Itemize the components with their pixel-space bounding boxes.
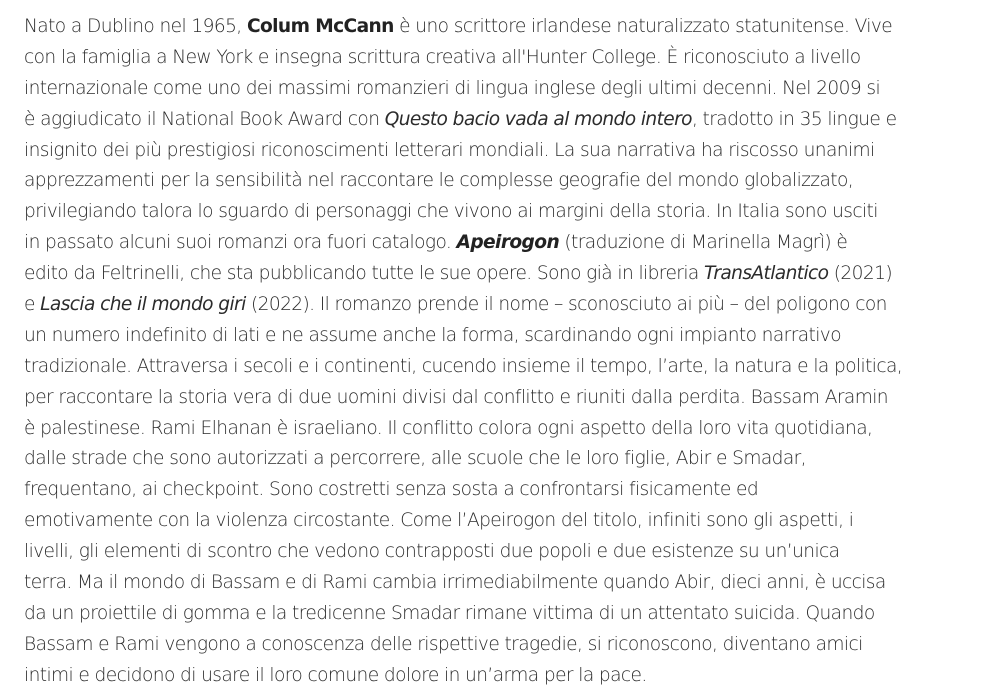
- text-run: da un proiettile di gomma e la tredicenne Smadar rimane vittima di un attentato suicida. Quando: [24, 602, 875, 624]
- text-run: internazionale come uno dei massimi romanzieri di lingua inglese degli ultimi decenni. Nel 2009 si: [24, 77, 881, 99]
- text-run: edito da Feltrinelli, che sta pubblicando tutte le sue opere. Sono già in libreria: [24, 263, 704, 285]
- book-title: TransAtlantico: [704, 263, 829, 285]
- text-run: privilegiando talora lo sguardo di personaggi che vivono ai margini della storia. In Italia sono usciti: [24, 201, 878, 223]
- text-line: [24, 444, 975, 475]
- text-line: [24, 414, 975, 445]
- text-run: (2022). Il romanzo prende il nome – sconosciuto ai più – del poligono con: [245, 294, 887, 316]
- text-line: [24, 136, 975, 167]
- text-run: per raccontare la storia vera di due uomini divisi dal conflitto e riuniti dalla perdita. Bassam Aramin: [24, 386, 888, 408]
- text-run: livelli, gli elementi di scontro che vedono contrapposti due popoli e due esistenze su un’unica: [24, 541, 840, 563]
- author-name: Colum McCann: [246, 16, 394, 37]
- text-line: [24, 12, 975, 43]
- text-run: (traduzione di Marinella Magrì) è: [559, 232, 848, 254]
- text-run: e: [24, 294, 41, 316]
- text-run: , tradotto in 35 lingue e: [691, 108, 897, 130]
- text-line: [24, 352, 975, 383]
- text-line: [24, 661, 975, 692]
- text-run: terra. Ma il mondo di Bassam e di Rami cambia irrimediabilmente quando Abir, dieci anni, è uccisa: [24, 572, 886, 594]
- text-line: [24, 43, 975, 74]
- author-bio-paragraph: [24, 12, 975, 692]
- text-run: è palestinese. Rami Elhanan è israeliano. Il conflitto colora ogni aspetto della loro vita quotidiana,: [24, 417, 873, 439]
- book-title: Questo bacio vada al mondo intero: [384, 108, 692, 130]
- text-line: [24, 259, 975, 290]
- text-line: [24, 599, 975, 630]
- book-title: Lascia che il mondo giri: [40, 294, 246, 316]
- text-line: [24, 475, 975, 506]
- text-line: [24, 321, 975, 352]
- text-line: [24, 630, 975, 661]
- featured-book-title: Apeirogon: [456, 232, 560, 254]
- text-line: [24, 506, 975, 537]
- text-run: con la famiglia a New York e insegna scrittura creativa all'Hunter College. È riconosciuto a livello: [24, 46, 861, 68]
- text-run: è aggiudicato il National Book Award con: [24, 108, 385, 130]
- text-line: [24, 105, 975, 136]
- text-run: Nato a Dublino nel 1965,: [24, 16, 247, 37]
- text-line: [24, 290, 975, 321]
- text-run: Bassam e Rami vengono a conoscenza delle rispettive tragedie, si riconoscono, diventano amici: [24, 633, 863, 655]
- text-line: [24, 166, 975, 197]
- text-line: [24, 228, 975, 259]
- text-run: emotivamente con la violenza circostante. Come l’Apeirogon del titolo, infiniti sono gli aspetti, i: [24, 510, 854, 532]
- text-line: [24, 568, 975, 599]
- text-run: frequentano, ai checkpoint. Sono costretti senza sosta a confrontarsi fisicamente ed: [24, 479, 759, 501]
- text-line: [24, 74, 975, 105]
- text-run: dalle strade che sono autorizzati a percorrere, alle scuole che le loro figlie, Abir e Smadar,: [24, 448, 806, 470]
- text-run: in passato alcuni suoi romanzi ora fuori catalogo.: [24, 232, 457, 254]
- text-run: è uno scrittore irlandese naturalizzato statunitense. Vive: [393, 16, 893, 37]
- text-line: [24, 537, 975, 568]
- text-run: intimi e decidono di usare il loro comune dolore in un’arma per la pace.: [24, 664, 647, 686]
- text-run: tradizionale. Attraversa i secoli e i continenti, cucendo insieme il tempo, l’arte, la natura e la politica,: [24, 355, 903, 377]
- text-run: un numero indefinito di lati e ne assume anche la forma, scardinando ogni impianto narrativo: [24, 324, 841, 346]
- text-run: insignito dei più prestigiosi riconoscimenti letterari mondiali. La sua narrativa ha riscosso unanimi: [24, 139, 875, 161]
- featured-book-title-wrapper: [457, 232, 560, 253]
- text-line: [24, 197, 975, 228]
- text-run: apprezzamenti per la sensibilità nel raccontare le complesse geografie del mondo globalizzato,: [24, 170, 854, 192]
- text-run: (2021): [828, 263, 892, 285]
- text-line: [24, 383, 975, 414]
